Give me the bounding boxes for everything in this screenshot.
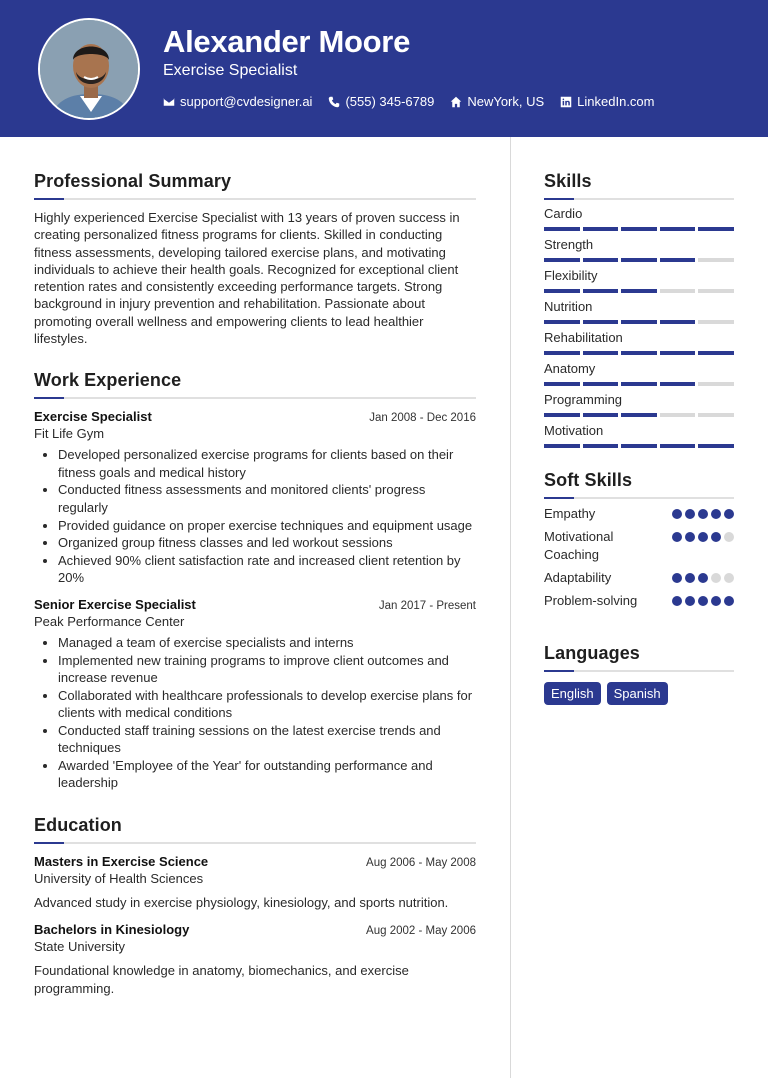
rating-dot — [698, 596, 708, 606]
rating-dot — [711, 573, 721, 583]
soft-skill-name: Empathy — [544, 506, 596, 521]
soft-skills-list — [544, 505, 734, 609]
skill-level-segment — [583, 382, 619, 386]
skill-name: Rehabilitation — [544, 330, 623, 345]
school-name: University of Health Sciences — [34, 871, 204, 887]
education-section — [34, 815, 476, 998]
job-title: Senior Exercise Specialist — [34, 596, 196, 612]
skill-level-segment — [544, 320, 580, 324]
skill-level-segment — [698, 258, 734, 262]
job-bullet: • Organized group fitness classes and led workout sessions — [58, 534, 476, 551]
rating-dot — [724, 596, 734, 606]
skills-list — [544, 206, 734, 448]
soft-skill-name: Problem-solving — [544, 593, 638, 609]
soft-skill-item — [544, 528, 734, 563]
work-title: Work Experience — [34, 370, 182, 391]
education-date: Aug 2006 - May 2008 — [366, 857, 476, 870]
skill-level-segment — [621, 320, 657, 324]
rating-dot — [672, 509, 682, 519]
job-bullet: • Achieved 90% client satisfaction rate and increased client retention by 20% — [58, 552, 476, 587]
phone-icon — [328, 96, 340, 108]
soft-skill-item — [544, 592, 734, 609]
skill-level-segment — [544, 351, 580, 355]
skill-level-segment — [583, 289, 619, 293]
soft-skill-rating — [672, 592, 734, 606]
job-bullet: • Provided guidance on proper exercise techniques and equipment usage — [58, 517, 476, 534]
section-rule — [544, 670, 734, 672]
skill-level-segment — [583, 444, 619, 448]
education-description: Foundational knowledge in anatomy, biomechanics, and exercise programming. — [34, 963, 409, 997]
job-bullet: • Collaborated with healthcare professionals to develop exercise plans for clients with medical conditions — [58, 687, 476, 722]
skill-level-segment — [621, 351, 657, 355]
soft-skill-name: Motivational Coaching — [544, 529, 614, 562]
skill-level-segment — [544, 289, 580, 293]
rating-dot — [672, 596, 682, 606]
skill-level-segment — [544, 227, 580, 231]
skill-level-segment — [698, 351, 734, 355]
rating-dot — [672, 532, 682, 542]
skill-level-segment — [660, 413, 696, 417]
skill-level-segment — [544, 413, 580, 417]
contact-list — [163, 94, 655, 109]
contact-email-text: support@cvdesigner.ai — [180, 94, 313, 109]
skill-item — [544, 392, 734, 417]
skill-name: Programming — [544, 392, 623, 407]
section-rule — [544, 497, 734, 499]
skill-item — [544, 423, 734, 448]
job-date: Jan 2008 - Dec 2016 — [369, 412, 476, 425]
skill-level-segment — [583, 320, 619, 324]
contact-phone-text: (555) 345-6789 — [345, 94, 435, 109]
job-entry — [34, 409, 476, 586]
skill-level-segment — [660, 227, 696, 231]
skill-item — [544, 206, 734, 231]
contact-location — [450, 94, 544, 109]
main-column — [34, 171, 476, 998]
rating-dot — [724, 509, 734, 519]
rating-dot — [685, 532, 695, 542]
contact-linkedin-text: LinkedIn.com — [577, 94, 655, 109]
rating-dot — [685, 573, 695, 583]
job-date: Jan 2017 - Present — [378, 599, 476, 612]
job-bullet: • Managed a team of exercise specialists and interns — [58, 634, 476, 651]
skill-level-bar — [544, 351, 734, 355]
skill-level-segment — [621, 227, 657, 231]
skill-level-bar — [544, 444, 734, 448]
profile-photo — [38, 18, 140, 120]
soft-skill-rating — [672, 528, 734, 542]
job-bullet: • Conducted fitness assessments and monitored clients' progress regularly — [58, 481, 476, 516]
job-bullet: • Developed personalized exercise programs for clients based on their fitness goals and medical history — [58, 446, 476, 481]
skill-level-bar — [544, 258, 734, 262]
education-entry — [34, 854, 476, 912]
skill-level-segment — [583, 258, 619, 262]
soft-skill-item — [544, 569, 734, 586]
rating-dot — [711, 509, 721, 519]
section-rule — [34, 842, 476, 844]
envelope-icon — [163, 96, 175, 108]
section-rule — [34, 397, 476, 399]
skill-item — [544, 299, 734, 324]
skill-level-segment — [544, 382, 580, 386]
education-date: Aug 2002 - May 2006 — [366, 925, 476, 938]
job-entry — [34, 597, 476, 792]
job-bullets — [34, 634, 476, 792]
skill-level-segment — [544, 258, 580, 262]
skill-item — [544, 268, 734, 293]
skill-level-segment — [660, 258, 696, 262]
section-rule — [34, 198, 476, 200]
job-bullets — [34, 446, 476, 586]
soft-skill-name: Adaptability — [544, 569, 612, 585]
skill-level-bar — [544, 320, 734, 324]
skill-level-bar — [544, 227, 734, 231]
school-name: State University — [34, 939, 126, 955]
job-bullet: • Implemented new training programs to improve client outcomes and increase revenue — [58, 652, 476, 687]
skill-level-segment — [660, 351, 696, 355]
soft-skill-rating — [672, 569, 734, 583]
skill-level-segment — [698, 382, 734, 386]
education-description: Advanced study in exercise physiology, kinesiology, and sports nutrition. — [34, 895, 449, 911]
skill-level-segment — [698, 289, 734, 293]
column-divider — [510, 137, 511, 1078]
skill-level-bar — [544, 413, 734, 417]
skill-item — [544, 237, 734, 262]
skill-level-segment — [621, 382, 657, 386]
section-rule — [544, 198, 734, 200]
skill-level-segment — [621, 289, 657, 293]
summary-title: Professional Summary — [34, 171, 232, 191]
job-title: Exercise Specialist — [34, 409, 152, 425]
skill-name: Cardio — [544, 206, 583, 221]
languages-section — [544, 643, 734, 705]
degree-title: Masters in Exercise Science — [34, 854, 209, 870]
summary-text: Highly experienced Exercise Specialist with 13 years of proven success in creating personalized fitness programs for clients. Skilled in conducting fitness assessments, developing tailored exercise plans, and motivating individuals to achieve their health goals. Recognized for exceptional client retention rates and consistently exceeding performance targets. Strong background in injury prevention and rehabilitation. Passionate about promoting overall wellness and empowering clients to lead healthier lifestyles. — [34, 210, 460, 347]
rating-dot — [698, 573, 708, 583]
contact-linkedin[interactable] — [560, 94, 654, 109]
degree-title: Bachelors in Kinesiology — [34, 922, 190, 938]
job-bullet: • Awarded 'Employee of the Year' for outstanding performance and leadership — [58, 757, 476, 792]
skill-item — [544, 361, 734, 386]
skill-level-segment — [621, 413, 657, 417]
avatar — [40, 20, 140, 120]
job-bullet: • Conducted staff training sessions on the latest exercise trends and techniques — [58, 722, 476, 757]
languages-title: Languages — [544, 643, 640, 664]
education-entry — [34, 922, 476, 998]
skills-title: Skills — [544, 171, 592, 191]
contact-phone[interactable] — [328, 94, 434, 109]
skill-name: Strength — [544, 237, 594, 252]
skill-level-segment — [660, 382, 696, 386]
rating-dot — [685, 509, 695, 519]
language-badge: English — [544, 682, 601, 705]
languages-list — [544, 682, 734, 705]
linkedin-icon — [560, 96, 572, 108]
skill-name: Nutrition — [544, 299, 593, 314]
skill-item — [544, 330, 734, 355]
rating-dot — [685, 596, 695, 606]
skill-level-segment — [583, 413, 619, 417]
rating-dot — [711, 532, 721, 542]
soft-skill-rating — [672, 505, 734, 519]
soft-skills-section — [544, 470, 734, 609]
skill-level-segment — [621, 258, 657, 262]
skill-level-segment — [698, 413, 734, 417]
contact-location-text: NewYork, US — [467, 94, 545, 109]
rating-dot — [698, 532, 708, 542]
rating-dot — [711, 596, 721, 606]
home-icon — [450, 96, 462, 108]
rating-dot — [724, 573, 734, 583]
job-company: Peak Performance Center — [34, 613, 185, 629]
skill-name: Flexibility — [544, 268, 598, 283]
skill-level-segment — [698, 320, 734, 324]
skills-section — [544, 171, 734, 448]
rating-dot — [672, 573, 682, 583]
contact-email[interactable] — [163, 94, 312, 109]
candidate-role: Exercise Specialist — [163, 62, 298, 79]
skill-name: Motivation — [544, 423, 604, 438]
rating-dot — [698, 509, 708, 519]
skill-level-segment — [660, 320, 696, 324]
summary-section — [34, 171, 476, 347]
skill-level-bar — [544, 382, 734, 386]
work-section — [34, 370, 476, 791]
skill-level-segment — [698, 227, 734, 231]
job-company: Fit Life Gym — [34, 426, 105, 442]
skill-level-segment — [583, 351, 619, 355]
skill-name: Anatomy — [544, 361, 596, 376]
skill-level-segment — [583, 227, 619, 231]
skill-level-segment — [698, 444, 734, 448]
skill-level-segment — [660, 444, 696, 448]
rating-dot — [724, 532, 734, 542]
skill-level-segment — [621, 444, 657, 448]
skill-level-segment — [544, 444, 580, 448]
skill-level-bar — [544, 289, 734, 293]
skill-level-segment — [660, 289, 696, 293]
soft-skill-item — [544, 505, 734, 522]
education-title: Education — [34, 815, 122, 836]
soft-skills-title: Soft Skills — [544, 470, 633, 490]
resume-header — [0, 0, 768, 137]
language-badge: Spanish — [607, 682, 668, 705]
sidebar-column — [544, 171, 734, 705]
candidate-name: Alexander Moore — [163, 24, 411, 59]
